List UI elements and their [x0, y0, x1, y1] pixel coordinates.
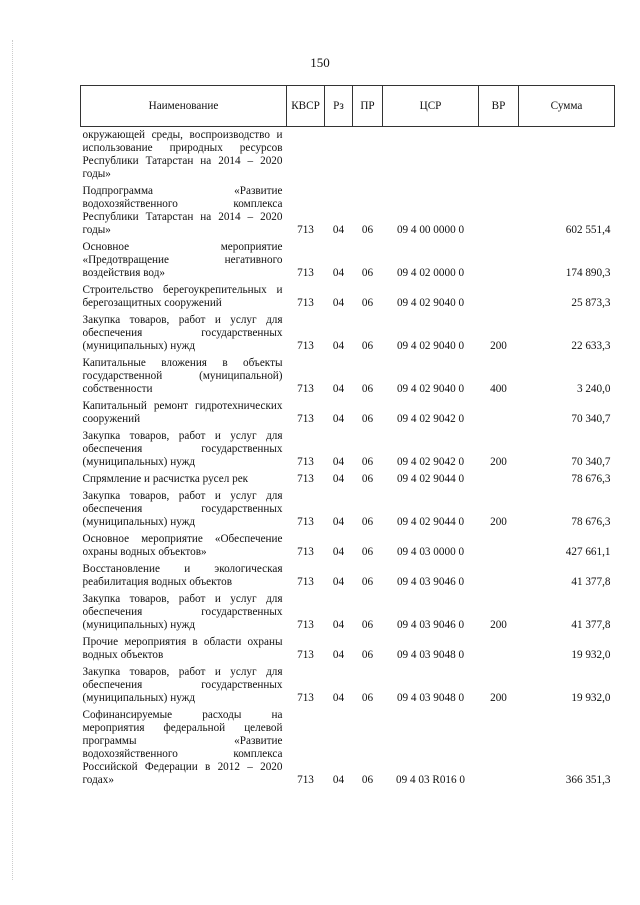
cell-kvsr: 713 [297, 546, 314, 558]
cell-pr: 06 [361, 456, 374, 468]
cell-rz: 04 [332, 516, 345, 528]
cell-vr [479, 282, 519, 312]
cell-sum: 41 377,8 [571, 619, 611, 631]
cell-name: Закупка товаров, работ и услуг для обеспечения государственных (муниципальных) нужд [82, 593, 283, 631]
cell-sum: 19 932,0 [571, 692, 611, 704]
cell-csr: 09 4 02 9040 0 [396, 297, 465, 309]
cell-sum: 70 340,7 [571, 413, 611, 425]
cell-vr [479, 127, 519, 184]
column-header-vr: ВР [479, 86, 519, 127]
page-number: 150 [310, 55, 330, 70]
cell-vr: 200 [490, 516, 507, 528]
cell-pr: 06 [361, 516, 374, 528]
cell-vr [479, 707, 519, 789]
cell-csr: 09 4 03 9048 0 [396, 649, 465, 661]
cell-csr: 09 4 02 9040 0 [396, 340, 465, 352]
cell-kvsr: 713 [297, 774, 314, 786]
cell-name: Закупка товаров, работ и услуг для обеспечения государственных (муниципальных) нужд [82, 666, 283, 704]
cell-pr: 06 [361, 649, 374, 661]
cell-rz: 04 [332, 473, 345, 485]
cell-pr: 06 [361, 383, 374, 395]
cell-csr: 09 4 00 0000 0 [396, 224, 465, 236]
cell-kvsr: 713 [297, 456, 314, 468]
table-header-row [81, 86, 615, 127]
cell-name: Прочие мероприятия в области охраны водных объектов [82, 636, 283, 661]
table-row [81, 471, 615, 488]
cell-rz: 04 [332, 224, 345, 236]
table-row [81, 428, 615, 471]
cell-kvsr: 713 [297, 413, 314, 425]
cell-pr [353, 127, 383, 184]
column-header-name: Наименование [81, 86, 287, 127]
table-row [81, 398, 615, 428]
table-row [81, 312, 615, 355]
column-header-pr: ПР [353, 86, 383, 127]
cell-pr: 06 [361, 340, 374, 352]
cell-pr: 06 [361, 267, 374, 279]
cell-vr: 200 [490, 692, 507, 704]
cell-name: Восстановление и экологическая реабилитация водных объектов [82, 563, 283, 588]
scan-edge-marks [12, 40, 14, 880]
cell-name: Основное мероприятие «Обеспечение охраны водных объектов» [82, 533, 283, 558]
cell-sum: 174 890,3 [565, 267, 611, 279]
table-row [81, 183, 615, 239]
cell-kvsr: 713 [297, 224, 314, 236]
cell-rz: 04 [332, 340, 345, 352]
cell-vr [479, 471, 519, 488]
cell-rz: 04 [332, 267, 345, 279]
column-header-csr: ЦСР [383, 86, 479, 127]
cell-csr: 09 4 03 9046 0 [396, 619, 465, 631]
cell-name: Спрямление и расчистка русел рек [82, 473, 249, 485]
cell-csr: 09 4 03 R016 0 [396, 774, 465, 786]
cell-rz: 04 [332, 692, 345, 704]
cell-sum: 78 676,3 [571, 473, 611, 485]
cell-kvsr: 713 [297, 267, 314, 279]
cell-rz: 04 [332, 456, 345, 468]
cell-vr: 200 [490, 619, 507, 631]
cell-kvsr: 713 [297, 576, 314, 588]
cell-kvsr: 713 [297, 383, 314, 395]
cell-sum: 22 633,3 [571, 340, 611, 352]
cell-name: Софинансируемые расходы на мероприятия федеральной целевой программы «Развитие водохозяйственного комплекса Российской Федерации в 2012 – 2020 годах» [82, 709, 283, 786]
cell-csr [383, 127, 479, 184]
cell-kvsr [287, 127, 325, 184]
cell-kvsr: 713 [297, 619, 314, 631]
cell-rz: 04 [332, 649, 345, 661]
column-header-rz: Рз [325, 86, 353, 127]
table-row [81, 561, 615, 591]
cell-kvsr: 713 [297, 516, 314, 528]
cell-csr: 09 4 02 9042 0 [396, 456, 465, 468]
cell-vr [479, 183, 519, 239]
cell-name: Капитальный ремонт гидротехнических сооружений [82, 400, 283, 425]
table-row [81, 355, 615, 398]
cell-pr: 06 [361, 546, 374, 558]
column-header-kvsr: КВСР [287, 86, 325, 127]
cell-csr: 09 4 02 9042 0 [396, 413, 465, 425]
cell-vr: 200 [490, 340, 507, 352]
cell-sum: 41 377,8 [571, 576, 611, 588]
cell-vr [479, 531, 519, 561]
cell-sum: 78 676,3 [571, 516, 611, 528]
cell-pr: 06 [361, 774, 374, 786]
cell-sum: 366 351,3 [565, 774, 611, 786]
cell-kvsr: 713 [297, 649, 314, 661]
cell-vr [479, 239, 519, 282]
cell-pr: 06 [361, 619, 374, 631]
cell-csr: 09 4 02 9040 0 [396, 383, 465, 395]
cell-rz: 04 [332, 576, 345, 588]
cell-vr: 200 [490, 456, 507, 468]
cell-kvsr: 713 [297, 473, 314, 485]
cell-rz: 04 [332, 619, 345, 631]
cell-pr: 06 [361, 692, 374, 704]
cell-vr [479, 561, 519, 591]
cell-name: Строительство берегоукрепительных и берегозащитных сооружений [82, 284, 283, 309]
cell-vr: 400 [490, 383, 507, 395]
cell-pr: 06 [361, 297, 374, 309]
table-row [81, 634, 615, 664]
cell-name: Закупка товаров, работ и услуг для обеспечения государственных (муниципальных) нужд [82, 430, 283, 468]
cell-name: Капитальные вложения в объекты государственной (муниципальной) собственности [82, 357, 283, 395]
cell-sum: 427 661,1 [565, 546, 611, 558]
cell-sum: 70 340,7 [571, 456, 611, 468]
cell-pr: 06 [361, 473, 374, 485]
cell-vr [479, 634, 519, 664]
cell-csr: 09 4 02 0000 0 [396, 267, 465, 279]
cell-pr: 06 [361, 224, 374, 236]
table-row [81, 591, 615, 634]
cell-csr: 09 4 03 9048 0 [396, 692, 465, 704]
cell-rz: 04 [332, 546, 345, 558]
cell-name: Закупка товаров, работ и услуг для обеспечения государственных (муниципальных) нужд [82, 314, 283, 352]
cell-pr: 06 [361, 413, 374, 425]
table-row [81, 239, 615, 282]
table-row [81, 531, 615, 561]
cell-rz: 04 [332, 297, 345, 309]
cell-sum [519, 127, 615, 184]
cell-rz [325, 127, 353, 184]
cell-csr: 09 4 03 0000 0 [396, 546, 465, 558]
cell-name: Подпрограмма «Развитие водохозяйственного комплекса Республики Татарстан на 2014 – 2020 годы» [82, 185, 283, 236]
cell-kvsr: 713 [297, 297, 314, 309]
cell-kvsr: 713 [297, 692, 314, 704]
cell-rz: 04 [332, 774, 345, 786]
cell-sum: 3 240,0 [576, 383, 611, 395]
cell-name: окружающей среды, воспроизводство и использование природных ресурсов Республики Татарстан на 2014 – 2020 годы» [82, 129, 283, 180]
cell-sum: 19 932,0 [571, 649, 611, 661]
cell-rz: 04 [332, 413, 345, 425]
table-row [81, 127, 615, 184]
budget-table [80, 85, 615, 789]
cell-vr [479, 398, 519, 428]
cell-rz: 04 [332, 383, 345, 395]
cell-pr: 06 [361, 576, 374, 588]
table-row [81, 282, 615, 312]
cell-csr: 09 4 03 9046 0 [396, 576, 465, 588]
cell-csr: 09 4 02 9044 0 [396, 473, 465, 485]
table-row [81, 707, 615, 789]
table-row [81, 488, 615, 531]
cell-csr: 09 4 02 9044 0 [396, 516, 465, 528]
table-body [81, 127, 615, 790]
cell-kvsr: 713 [297, 340, 314, 352]
cell-name: Основное мероприятие «Предотвращение негативного воздействия вод» [82, 241, 283, 279]
cell-name: Закупка товаров, работ и услуг для обеспечения государственных (муниципальных) нужд [82, 490, 283, 528]
cell-sum: 602 551,4 [565, 224, 611, 236]
table-row [81, 664, 615, 707]
cell-sum: 25 873,3 [571, 297, 611, 309]
column-header-sum: Сумма [519, 86, 615, 127]
